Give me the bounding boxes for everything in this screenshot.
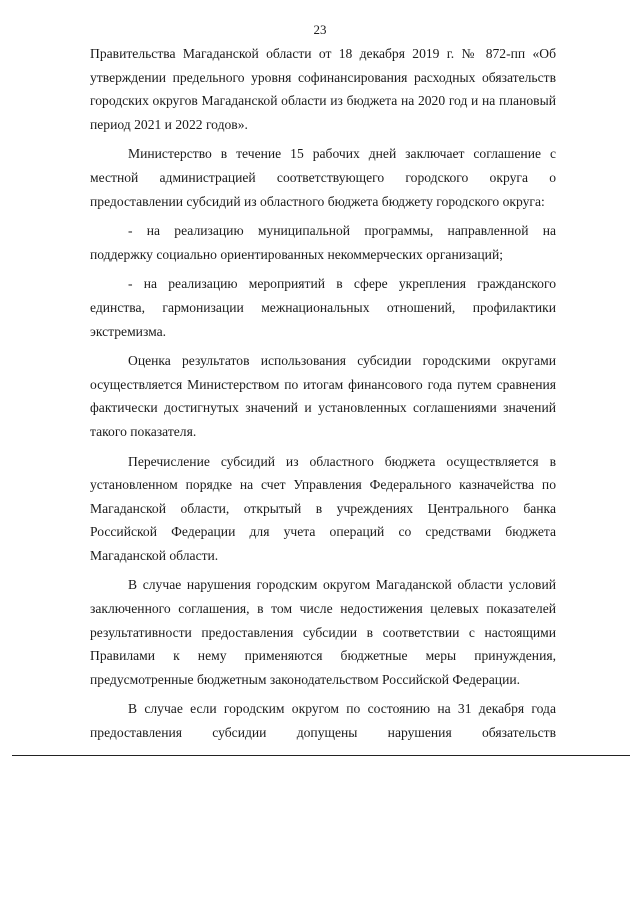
list-item-municipal-program: - на реализацию муниципальной программы, направленной на поддержку социально ориентированных некоммерческих организаций;: [90, 223, 556, 262]
paragraph-obligations: В случае если городским округом по состоянию на 31 декабря года предоставления субсидии допущены нарушения обязательств: [90, 701, 556, 741]
footer-divider: [12, 755, 630, 756]
paragraph-agreement: Министерство в течение 15 рабочих дней заключает соглашение с местной администрацией соответствующего городского округа о предоставлении субсидий из областного бюджета бюджету городского округа:: [90, 146, 556, 209]
paragraph-continuation: Правительства Магаданской области от 18 декабря 2019 г. № 872-пп «Об утверждении предельного уровня софинансирования расходных обязательств городских округов Магаданской области из бюджета на 2020 год и на плановый период 2021 и 2022 годов».: [90, 46, 556, 132]
paragraph-violation: В случае нарушения городским округом Магаданской области условий заключенного соглашения, в том числе недостижения целевых показателей результативности предоставления субсидии в соответствии с настоящими Правилами к нему применяются бюджетные меры принуждения, предусмотренные бюджетным законодательством Российской Федерации.: [90, 577, 556, 687]
paragraph-evaluation: Оценка результатов использования субсидии городскими округами осуществляется Министерством по итогам финансового года путем сравнения фактически достигнутых значений и установленных соглашениями значений такого показателя.: [90, 353, 556, 439]
list-item-civic-unity: - на реализацию мероприятий в сфере укрепления гражданского единства, гармонизации межнациональных отношений, профилактики экстремизма.: [90, 276, 556, 339]
page-number: 23: [313, 22, 327, 37]
document-body: [90, 42, 556, 745]
paragraph-transfer: Перечисление субсидий из областного бюджета осуществляется в установленном порядке на счет Управления Федерального казначейства по Магаданской области, открытый в учреждениях Центрального банка Российской Федерации для учета операций со средствами бюджета Магаданской области.: [90, 453, 556, 563]
